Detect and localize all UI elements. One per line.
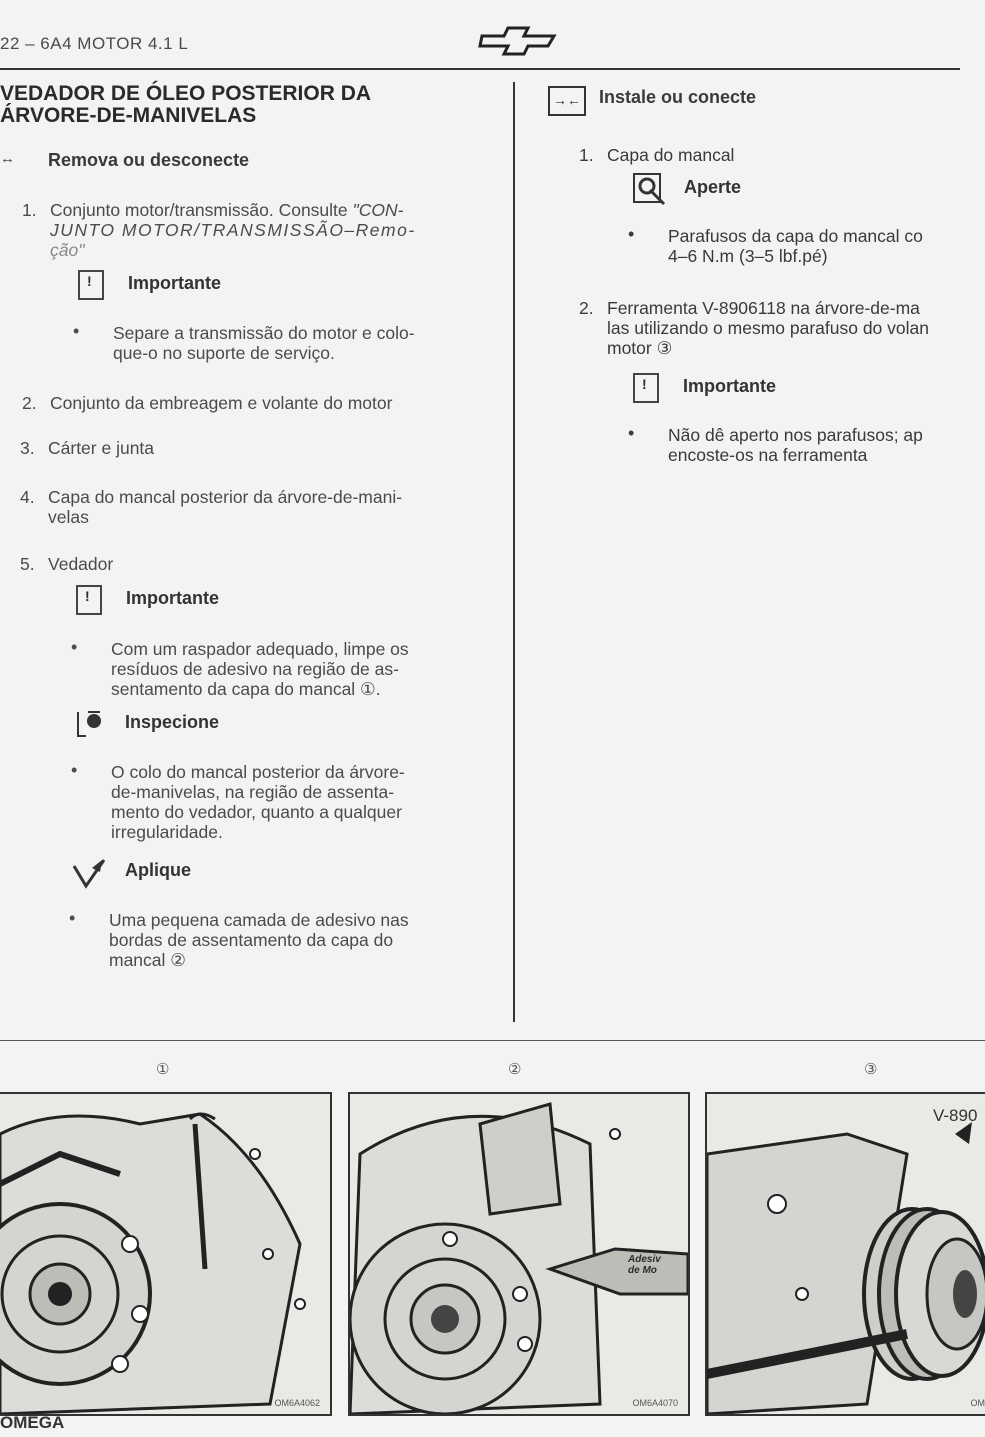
bullet-bolt-torque: • Parafusos da capa do mancal co 4–6 N.m (3–5 lbf.pé) [628,224,923,266]
figure-1-number: ① [156,1061,170,1078]
figure-1-illustration [0,1092,332,1416]
bullet-no-tighten: • Não dê aperto nos parafusos; ap encoste-os na ferramenta [628,423,923,465]
remove-step-4: 4. Capa do mancal posterior da árvore-de-mani- velas [20,487,403,527]
header-rule [0,68,960,70]
tighten-label: Aperte [684,177,742,197]
remove-step-5: 5. Vedador [20,554,114,574]
bullet-separate-transmission: • Separe a transmissão do motor e colo- que-o no suporte de serviço. [73,321,415,363]
figure-rule [0,1040,985,1041]
important-icon: ! [633,373,659,403]
apply-icon [72,856,108,890]
bullet-apply-adhesive: • Uma pequena camada de adesivo nas bordas de assentamento da capa do mancal ② [69,908,409,970]
adhesive-tube-label: Adesiv de Mo [628,1254,661,1276]
remove-step-2: 2. Conjunto da embreagem e volante do motor [22,393,393,413]
footer-brand: OMEGA [0,1413,65,1432]
important-icon: ! [78,270,104,300]
remove-heading: Remova ou desconecte [48,150,250,170]
remove-arrows-icon: ↔ [0,150,15,167]
tool-label: V-890 [933,1106,978,1125]
install-arrows-icon: →← [548,86,586,116]
figure-3-number: ③ [864,1061,878,1078]
install-step-1: 1. Capa do mancal [579,145,735,165]
important-label-right: Importante [683,376,777,396]
important-label-1: Importante [128,273,222,293]
inspect-icon [74,708,108,740]
apply-label: Aplique [125,860,191,880]
figure-3-illustration [705,1092,985,1416]
running-head: 22 – 6A4 MOTOR 4.1 L [0,34,189,53]
column-divider [513,82,515,1022]
tighten-icon [632,172,668,206]
figure-3-code: OM [970,1398,985,1408]
figure-2-number: ② [508,1061,522,1078]
inspect-label: Inspecione [125,712,220,732]
important-label-2: Importante [126,588,220,608]
install-heading: Instale ou conecte [599,87,757,107]
important-icon: ! [76,585,102,615]
bullet-inspect-journal: • O colo do mancal posterior da árvore- de-manivelas, na região de assenta- mento do vedador, quanto a qualquer irregularidade. [71,760,405,842]
bullet-clean-adhesive: • Com um raspador adequado, limpe os resíduos de adesivo na região de as- sentamento da capa do mancal ①. [71,637,409,699]
install-step-2: 2. Ferramenta V-8906118 na árvore-de-ma las utilizando o mesmo parafuso do volan motor ③ [579,298,929,358]
remove-step-3: 3. Cárter e junta [20,438,155,458]
chevrolet-bowtie-icon [478,24,558,56]
figure-1-code: OM6A4062 [274,1398,320,1408]
figure-2-code: OM6A4070 [632,1398,678,1408]
remove-step-1: 1. Conjunto motor/transmissão. Consulte "CON- JUNTO MOTOR/TRANSMISSÃO–Remo- ção" [22,200,416,260]
figure-2-illustration [348,1092,690,1416]
section-title: VEDADOR DE ÓLEO POSTERIOR DA ÁRVORE-DE-MANIVELAS [0,82,372,127]
